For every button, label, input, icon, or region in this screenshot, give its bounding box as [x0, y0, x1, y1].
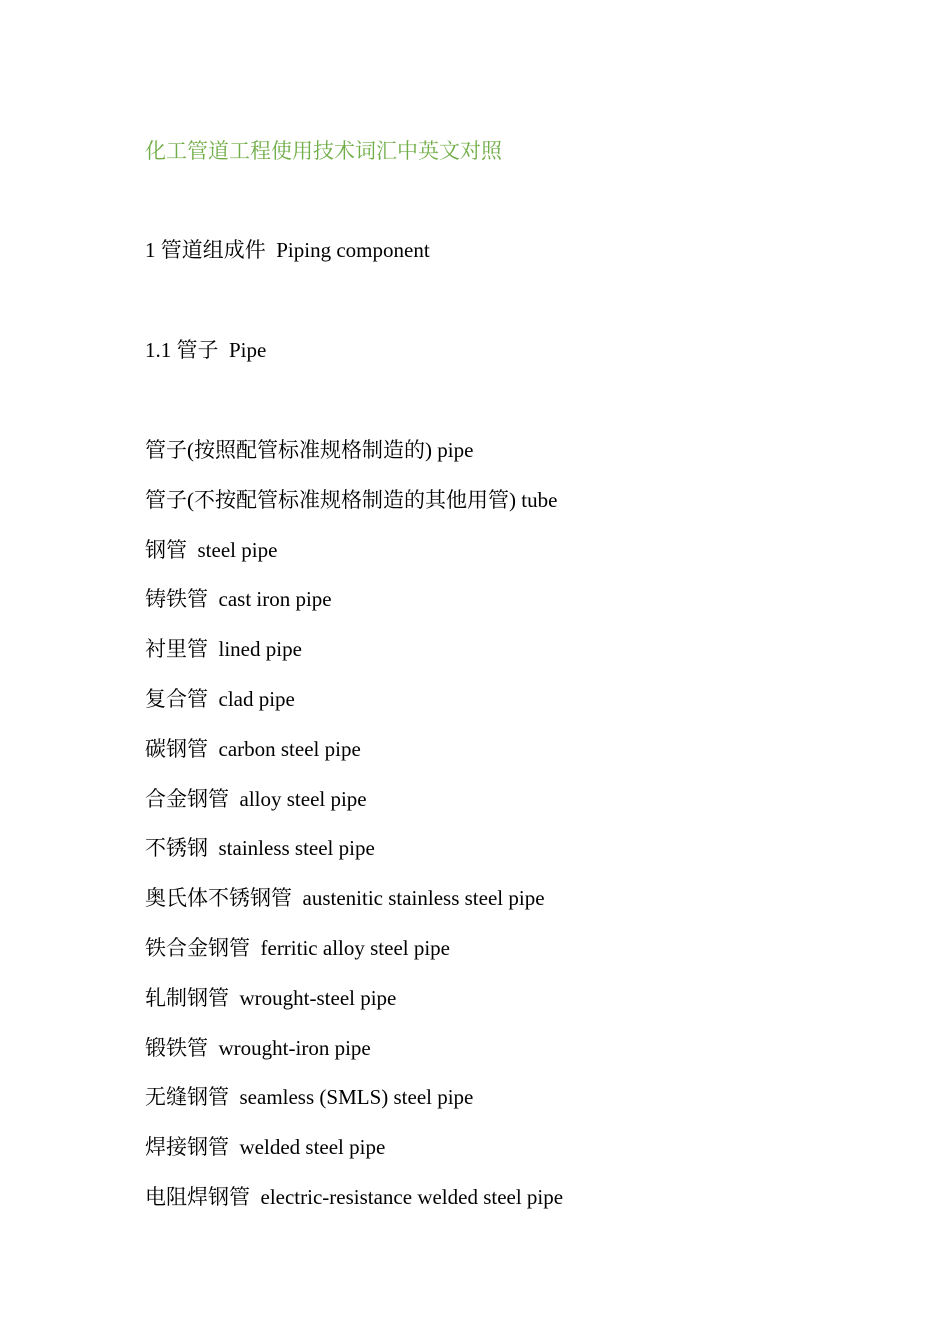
term-entry: 锻铁管 wrought-iron pipe [145, 1035, 371, 1060]
term-entry: 管子(按照配管标准规格制造的) pipe [145, 438, 474, 462]
term-entry: 轧制钢管 wrought-steel pipe [145, 985, 397, 1010]
document-title: 化工管道工程使用技术词汇中英文对照 [145, 139, 502, 163]
spacer [145, 265, 865, 335]
term-entry: 管子(不按配管标准规格制造的其他用管) tube [145, 487, 558, 512]
term-entry: 复合管 clad pipe [145, 686, 295, 711]
term-entry: 衬里管 lined pipe [145, 637, 302, 662]
term-list [145, 435, 865, 1212]
term-entry: 钢管 steel pipe [145, 537, 278, 562]
subsection-heading: 1.1 管子 Pipe [145, 338, 267, 362]
spacer [145, 166, 865, 235]
term-entry: 不锈钢 stainless steel pipe [145, 836, 375, 861]
term-entry: 铁合金钢管 ferritic alloy steel pipe [145, 935, 451, 960]
term-entry: 合金钢管 alloy steel pipe [145, 786, 367, 811]
term-entry: 无缝钢管 seamless (SMLS) steel pipe [145, 1085, 474, 1110]
section-heading: 1 管道组成件 Piping component [145, 238, 430, 262]
term-entry: 奥氏体不锈钢管 austenitic stainless steel pipe [145, 886, 545, 911]
document-body [145, 136, 865, 1232]
term-entry: 铸铁管 cast iron pipe [145, 587, 332, 612]
term-entry: 电阻焊钢管 electric-resistance welded steel pipe [145, 1184, 564, 1209]
term-entry: 碳钢管 carbon steel pipe [145, 736, 361, 761]
term-entry: 焊接钢管 welded steel pipe [145, 1135, 386, 1160]
spacer [145, 365, 865, 435]
